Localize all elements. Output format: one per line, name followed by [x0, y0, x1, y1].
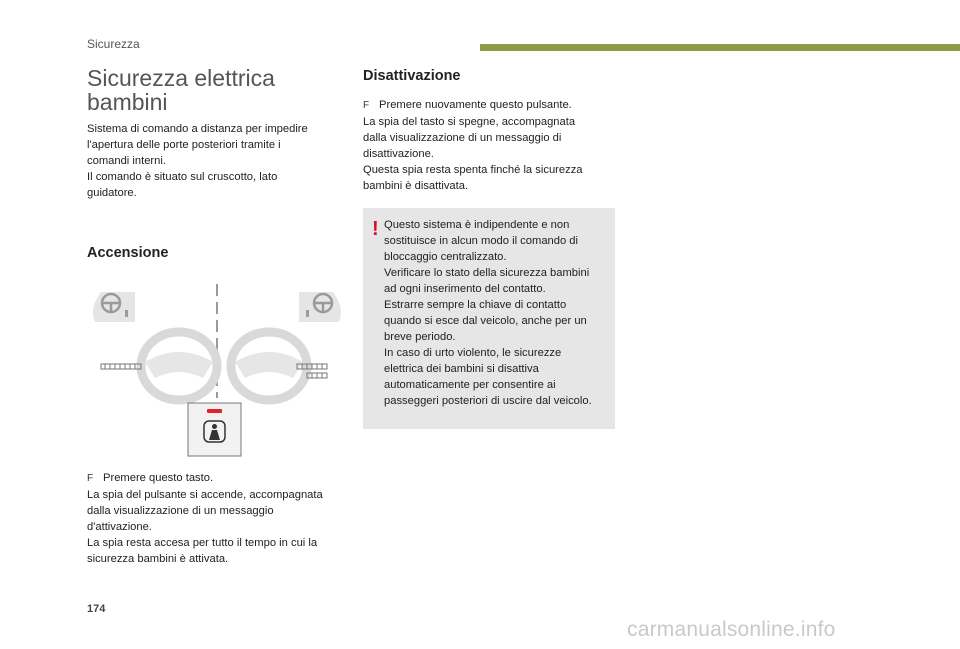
- warning-text: [384, 217, 592, 409]
- warning-icon: !: [372, 218, 379, 240]
- steering-wheel-icon: [231, 332, 327, 400]
- section-header-bar: [480, 44, 960, 51]
- page-title-line1: Sicurezza elettrica: [87, 65, 275, 91]
- disattivazione-line: dalla visualizzazione di un messaggio di: [363, 132, 562, 144]
- accensione-line: La spia del pulsante si accende, accompagnata: [87, 489, 323, 501]
- watermark: carmanualsonline.info: [627, 618, 836, 641]
- disattivazione-line: bambini è disattivata.: [363, 180, 469, 192]
- intro-paragraph: [87, 121, 308, 201]
- warning-line: breve periodo.: [384, 331, 456, 343]
- warning-line: Estrarre sempre la chiave di contatto: [384, 299, 567, 311]
- warning-line: elettrica dei bambini si disattiva: [384, 363, 539, 375]
- warning-line: sostituisce in alcun modo il comando di: [384, 235, 579, 247]
- intro-line: Sistema di comando a distanza per impedire: [87, 123, 308, 135]
- intro-line: guidatore.: [87, 187, 137, 199]
- warning-line: ad ogni inserimento del contatto.: [384, 283, 546, 295]
- warning-line: passeggeri posteriori di uscire dal veicolo.: [384, 395, 592, 407]
- accensione-heading: Accensione: [87, 245, 169, 261]
- warning-line: quando si esce dal veicolo, anche per un: [384, 315, 587, 327]
- steering-wheel-icon: [101, 332, 217, 400]
- disattivazione-bullet: Premere nuovamente questo pulsante.: [379, 99, 572, 111]
- warning-line: bloccaggio centralizzato.: [384, 251, 507, 263]
- accensione-line: d'attivazione.: [87, 521, 152, 533]
- intro-line: Il comando è situato sul cruscotto, lato: [87, 171, 278, 183]
- child-lock-icon: [188, 403, 241, 456]
- warning-line: Questo sistema è indipendente e non: [384, 219, 570, 231]
- page-title-line2: bambini: [87, 89, 168, 115]
- page-title: [87, 66, 275, 114]
- disattivazione-heading: Disattivazione: [363, 68, 461, 84]
- dashboard-illustration: [87, 280, 347, 460]
- warning-line: Verificare lo stato della sicurezza bambini: [384, 267, 590, 279]
- bullet-marker: F: [87, 473, 94, 484]
- intro-line: l'apertura delle porte posteriori tramite i: [87, 139, 281, 151]
- accensione-bullet: Premere questo tasto.: [103, 472, 214, 484]
- steering-wheel-icon: [93, 292, 135, 322]
- bullet-marker: F: [363, 100, 370, 111]
- accensione-line: sicurezza bambini è attivata.: [87, 553, 229, 565]
- warning-box: [363, 208, 615, 429]
- accensione-line: dalla visualizzazione di un messaggio: [87, 505, 274, 517]
- page-number: 174: [87, 603, 106, 615]
- disattivazione-line: disattivazione.: [363, 148, 434, 160]
- section-header-title: Sicurezza: [87, 37, 140, 51]
- accensione-line: La spia resta accesa per tutto il tempo in cui la: [87, 537, 318, 549]
- intro-line: comandi interni.: [87, 155, 166, 167]
- steering-wheel-icon: [299, 292, 341, 322]
- warning-line: automaticamente per consentire ai: [384, 379, 556, 391]
- warning-line: In caso di urto violento, le sicurezze: [384, 347, 562, 359]
- disattivazione-line: La spia del tasto si spegne, accompagnata: [363, 116, 576, 128]
- disattivazione-line: Questa spia resta spenta finché la sicurezza: [363, 164, 583, 176]
- disattivazione-paragraph: [363, 97, 583, 194]
- accensione-paragraph: [87, 470, 323, 567]
